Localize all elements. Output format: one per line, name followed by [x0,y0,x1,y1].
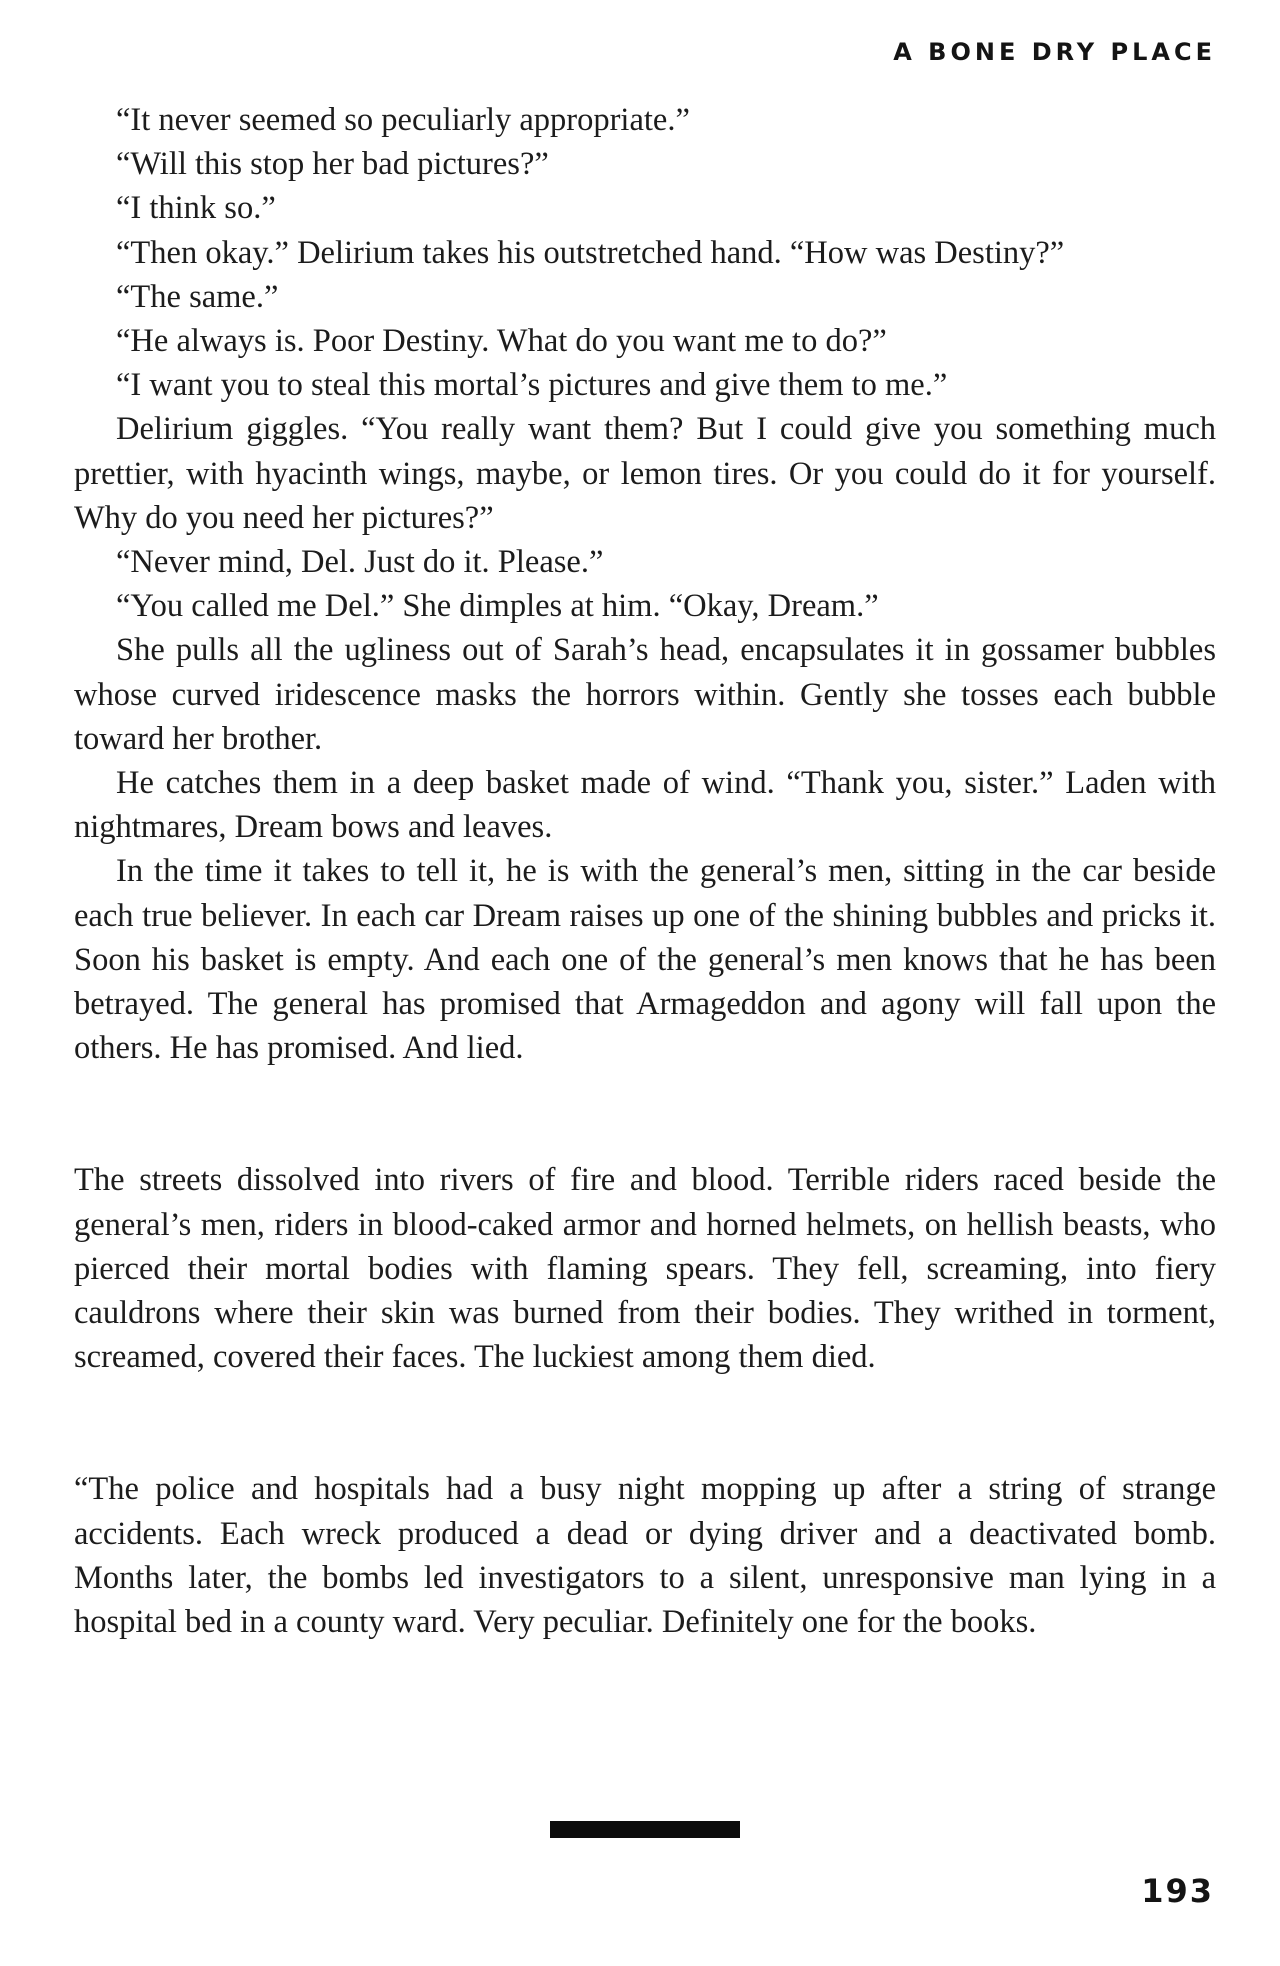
paragraph: “Will this stop her bad pictures?” [116,146,549,183]
paragraph: “It never seemed so peculiarly appropriate.” [116,102,690,138]
paragraph: Delirium giggles. “You really want them? But I could give you something much prettier, with hyacinth wings, maybe, or lemon tires. Or you could do it for yourself. Why do you need her pictures?” [74,411,1216,536]
section-break [74,1070,1216,1158]
paragraph: She pulls all the ugliness out of Sarah’s head, encapsulates it in gossamer bubbles whose curved iridescence masks the horrors within. Gently she tosses each bubble toward her brother. [74,632,1216,757]
paragraph: “The police and hospitals had a busy night mopping up after a string of strange accidents. Each wreck produced a dead or dying driver and a deactivated bomb. Months later, the bombs led investigators to a silent, unresponsive man lying in a hospital bed in a county ward. Very peculiar. Definitely one for the books. [74,1471,1216,1641]
paragraph: “I want you to steal this mortal’s pictures and give them to me.” [116,367,948,404]
section-end-bar [550,1821,740,1838]
paragraph: The streets dissolved into rivers of fire and blood. Terrible riders raced beside the general’s men, riders in blood-caked armor and horned helmets, on hellish beasts, who pierced their mortal bodies with flaming spears. They fell, screaming, into fiery cauldrons where their skin was burned from their bodies. They writhed in torment, screamed, covered their faces. The luckiest among them died. [74,1162,1216,1376]
body-text [74,98,1216,1644]
paragraph: He catches them in a deep basket made of wind. “Thank you, sister.” Laden with nightmares, Dream bows and leaves. [74,765,1216,846]
paragraph: In the time it takes to tell it, he is with the general’s men, sitting in the car beside each true believer. In each car Dream raises up one of the shining bubbles and pricks it. Soon his basket is empty. And each one of the general’s men knows that he has been betrayed. The general has promised that Armageddon and agony will fall upon the others. He has promised. And lied. [74,853,1216,1067]
paragraph: “The same.” [116,278,279,315]
running-head: A BONE DRY PLACE [893,38,1216,66]
paragraph: “Then okay.” Delirium takes his outstretched hand. “How was Destiny?” [116,234,1065,271]
paragraph: “I think so.” [116,190,276,227]
paragraph: “He always is. Poor Destiny. What do you want me to do?” [116,323,887,360]
paragraph: “Never mind, Del. Just do it. Please.” [116,544,604,581]
section-break [74,1379,1216,1467]
paragraph: “You called me Del.” She dimples at him. “Okay, Dream.” [116,588,879,625]
page-number: 193 [1141,1872,1214,1910]
